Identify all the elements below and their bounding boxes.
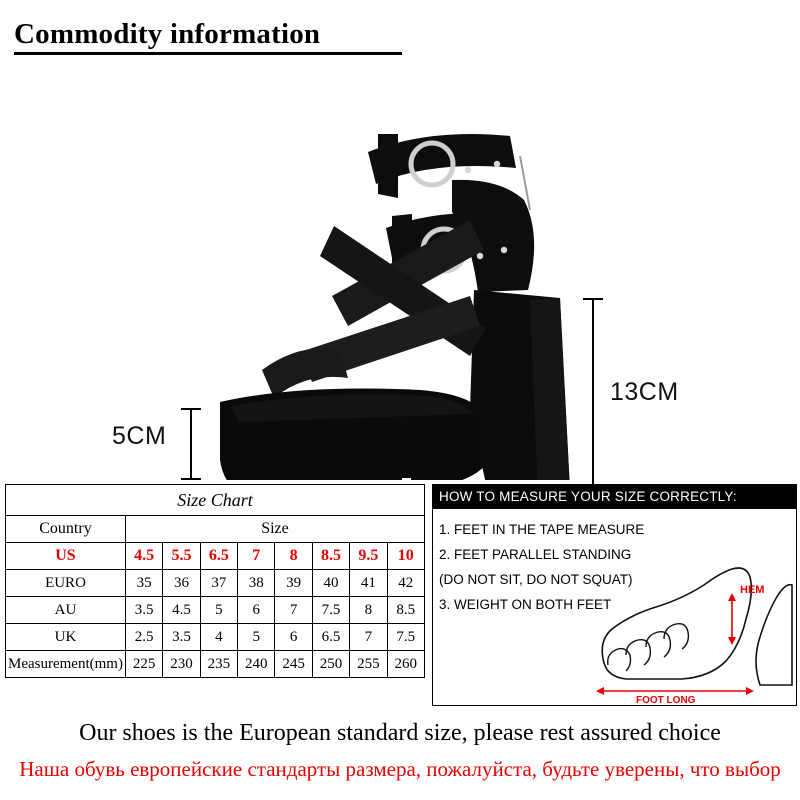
cell: 260 <box>387 651 424 678</box>
cell: 38 <box>238 570 275 597</box>
shoe-illustration <box>0 60 800 480</box>
cell: 5.5 <box>163 543 200 570</box>
heel-height-label: 13CM <box>610 378 679 406</box>
footer-russian-note: Наша обувь европейские стандарты размера, пожалуйста, будьте уверены, что выбор <box>19 757 781 781</box>
measure-step: 1. FEET IN THE TAPE MEASURE <box>439 522 645 537</box>
cell: 39 <box>275 570 312 597</box>
footer-english-note: Our shoes is the European standard size, please rest assured choice <box>79 720 721 746</box>
cell: 250 <box>312 651 349 678</box>
row-label: US <box>6 543 126 570</box>
cell: 225 <box>125 651 162 678</box>
cell: 6 <box>275 624 312 651</box>
cell: 9.5 <box>350 543 387 570</box>
size-chart-title: Size Chart <box>6 485 425 516</box>
size-chart-header-row <box>6 516 425 543</box>
heel-measure-cap-top <box>583 298 603 300</box>
size-chart-title-row <box>6 485 425 516</box>
cell: 5 <box>238 624 275 651</box>
cell: 7.5 <box>312 597 349 624</box>
table-row <box>6 543 425 570</box>
platform-measure-line <box>190 408 192 480</box>
cell: 3.5 <box>125 597 162 624</box>
cell: 36 <box>163 570 200 597</box>
cell: 255 <box>350 651 387 678</box>
row-label: EURO <box>6 570 126 597</box>
cell: 8 <box>350 597 387 624</box>
measure-step: 2. FEET PARALLEL STANDING <box>439 547 632 562</box>
cell: 35 <box>125 570 162 597</box>
cell: 4 <box>200 624 237 651</box>
row-label: Measurement(mm) <box>6 651 126 678</box>
size-chart-table <box>5 484 425 678</box>
table-row <box>6 570 425 597</box>
cell: 8 <box>275 543 312 570</box>
cell: 7 <box>238 543 275 570</box>
header-country: Country <box>6 516 126 543</box>
cell: 240 <box>238 651 275 678</box>
cell: 5 <box>200 597 237 624</box>
cell: 7 <box>275 597 312 624</box>
cell: 7 <box>350 624 387 651</box>
row-label: UK <box>6 624 126 651</box>
measure-step: 3. WEIGHT ON BOTH FEET <box>439 597 612 612</box>
row-label: AU <box>6 597 126 624</box>
cell: 8.5 <box>387 597 424 624</box>
heel-measure-line <box>592 298 594 512</box>
measure-panel-heading: HOW TO MEASURE YOUR SIZE CORRECTLY: <box>433 485 796 509</box>
cell: 2.5 <box>125 624 162 651</box>
cell: 42 <box>387 570 424 597</box>
cell: 4.5 <box>163 597 200 624</box>
cell: 37 <box>200 570 237 597</box>
measure-instructions-panel <box>432 484 797 706</box>
header-size: Size <box>125 516 424 543</box>
foot-measure-diagram <box>564 545 794 705</box>
platform-measure-cap-top <box>181 408 201 410</box>
cell: 7.5 <box>387 624 424 651</box>
cell: 230 <box>163 651 200 678</box>
platform-height-label: 5CM <box>112 422 167 450</box>
cell: 6.5 <box>200 543 237 570</box>
cell: 10 <box>387 543 424 570</box>
cell: 41 <box>350 570 387 597</box>
title-underline <box>14 52 402 55</box>
cell: 4.5 <box>125 543 162 570</box>
foot-long-label: FOOT LONG <box>636 695 696 705</box>
platform-measure-cap-bottom <box>181 478 201 480</box>
cell: 235 <box>200 651 237 678</box>
measure-step: (DO NOT SIT, DO NOT SQUAT) <box>439 572 633 587</box>
cell: 8.5 <box>312 543 349 570</box>
cell: 6.5 <box>312 624 349 651</box>
cell: 3.5 <box>163 624 200 651</box>
table-row <box>6 651 425 678</box>
cell: 245 <box>275 651 312 678</box>
hem-label: HEM <box>740 584 765 596</box>
page-title: Commodity information <box>14 18 321 50</box>
cell: 6 <box>238 597 275 624</box>
table-row <box>6 597 425 624</box>
cell: 40 <box>312 570 349 597</box>
product-photo <box>0 60 800 480</box>
table-row <box>6 624 425 651</box>
